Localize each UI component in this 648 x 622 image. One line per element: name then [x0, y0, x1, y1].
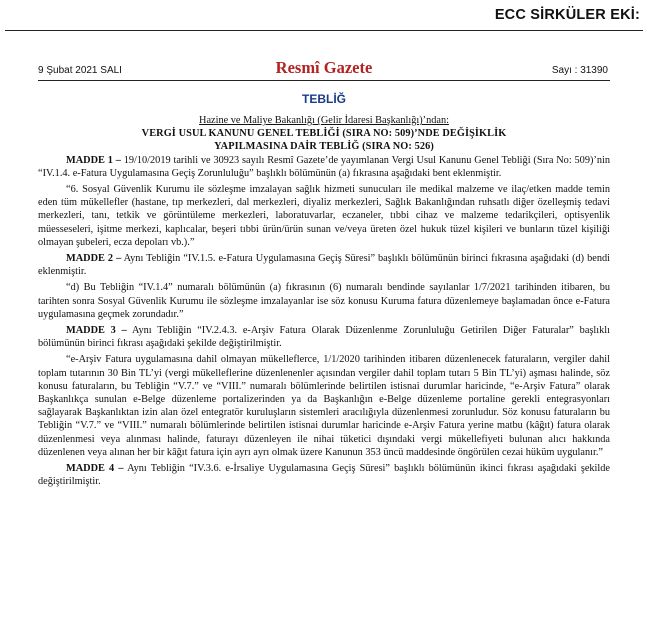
circular-label: ECC SİRKÜLER EKİ: — [494, 7, 640, 23]
gazette-title: Resmî Gazete — [275, 58, 373, 77]
header-divider — [38, 80, 610, 81]
gazette-header — [38, 57, 610, 81]
issuing-ministry: Hazine ve Maliye Bakanlığı (Gelir İdaresi Başkanlığı)’ndan: — [199, 115, 449, 126]
article-1 — [38, 154, 610, 180]
regulation-title-line-2: YAPILMASINA DAİR TEBLİĞ (SIRA NO: 526) — [214, 141, 434, 153]
article-label: MADDE 2 – — [66, 253, 122, 265]
article-1-quote: “6. Sosyal Güvenlik Kurumu ile sözleşme imzalayan sağlık hizmeti sunucuları ile medikal malzeme ve ilaç/etken madde temin eden tüm mükellefler (hastane, tıp merkezleri, dal merkezleri, diyaliz merkezleri, Sağlık Bakanlığından ruhsatlı diğer özelleşmiş tedavi merkezleri, tanı, tetkik ve görüntüleme merkezleri, laboratuvarlar, eczaneler, tıbbi cihaz ve malzeme tedarikçileri, optisyenlik müesseseleri, işitme merkezi, kaplıcalar, beşeri tıbbi ürün/ürün sunan ve/veya üreten özel hukuk tüzel kişileri ve bunların tüzel kişiliği olmayan şubeleri, ecza depoları vb.).” — [38, 184, 610, 248]
article-label: MADDE 1 – — [66, 154, 121, 166]
top-divider — [5, 30, 643, 31]
article-text: Aynı Tebliğin “IV.3.6. e-İrsaliye Uygulamasına Geçiş Süresi” başlıklı bölümünün ikinci fıkrası aşağıdaki şekilde değiştirilmiştir. — [38, 463, 610, 488]
gazette-date: 9 Şubat 2021 SALI — [38, 65, 122, 76]
circular-header — [0, 0, 648, 34]
section-heading: TEBLİĞ — [302, 92, 346, 106]
document-body — [38, 114, 610, 488]
article-3-quote: “e-Arşiv Fatura uygulamasına dahil olmayan mükelleflerce, 1/1/2020 tarihinden itibaren düzenlenecek faturaların, vergiler dahil toplam tutarının 30 Bin TL’yi (vergi mükelleflerine düzenlenenler açısından vergiler dahil toplam tutarı 5 Bin TL’yi) aşması halinde, söz konusu faturaların, bu Tebliğin “V.7.” ve “VIII.” numaralı bölümlerinde belirtilen istisnai durumlar haricinde, “e-Arşiv Fatura” olarak Başkanlıkça sunulan e-Belge düzenleme portalizerinden ya da Başkanlığın e-Belge düzenleme portaline gerekli entegrasyonları sağlayarak Başkanlıktan izin alan özel entegratör kuruluşların sistemleri aracılığıyla düzenlenmesi zorunludur. Söz konusu faturaların bu Tebliğin “V.7.” ve “VIII.” numaralı bölümlerinde belirtilen istisnai durumlar haricinde e-Arşiv Fatura yerine matbu (kâğıt) fatura olarak düzenlenmesi veya alınması halinde, faturayı düzenleyen ile nihai tüketici dışındaki vergi mükellefiyeti bulunan alıcı hakkında düzenlenen veya alınan her bir kâğıt fatura için ayrı ayrı olmak üzere Kanunun 353 üncü maddesinde öngörülen cezai hüküm uygulanır.” — [38, 354, 610, 458]
regulation-title-line-1: VERGİ USUL KANUNU GENEL TEBLİĞİ (SIRA NO: 509)’NDE DEĞİŞİKLİK — [141, 128, 507, 140]
article-text: 19/10/2019 tarihli ve 30923 sayılı Resmî Gazete’de yayımlanan Vergi Usul Kanunu Genel Tebliği (Sıra No: 509)’nin “IV.1.4. e-Fatura Uygulamasına Geçiş Zorunluluğu” başlıklı bölümünün (a) fıkrasına aşağıdaki bent eklenmiştir. — [38, 154, 610, 179]
gazette-issue: Sayı : 31390 — [551, 65, 608, 76]
article-label: MADDE 3 – — [66, 325, 127, 337]
article-label: MADDE 4 – — [66, 463, 124, 475]
article-text: Aynı Tebliğin “IV.2.4.3. e-Arşiv Fatura Olarak Düzenlenme Zorunluluğu Getirilen Diğer Faturalar” başlıklı bölümünün birinci fıkrası aşağıdaki şekilde değiştirilmiştir. — [38, 325, 610, 350]
article-2-quote: “d) Bu Tebliğin “IV.1.4” numaralı bölümünün (a) fıkrasının (6) numaralı bendinde sayılanlar 1/7/2021 tarihinden itibaren, bu tarihten sonra Sosyal Güvenlik Kurumu ile sözleşme imzalayanlar ise söz konusu Kuruma fatura düzenlemeye başlamadan önce e-Fatura uygulamasına geçmek zorundadır.” — [38, 282, 610, 320]
article-2 — [38, 252, 610, 278]
article-text: Aynı Tebliğin “IV.1.5. e-Fatura Uygulamasına Geçiş Süresi” başlıklı bölümünün birinci fıkrasına aşağıdaki (d) bendi eklenmiştir. — [38, 253, 610, 278]
article-3 — [38, 324, 610, 350]
article-4 — [38, 462, 610, 488]
